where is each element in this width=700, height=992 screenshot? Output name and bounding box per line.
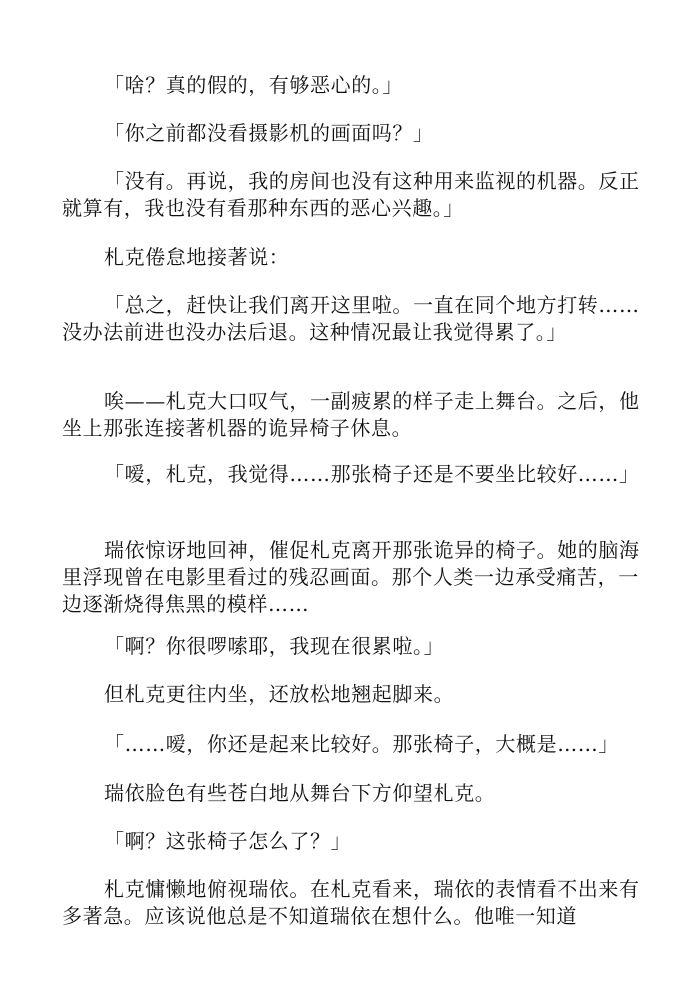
paragraph-9: 「啊？你很啰嗦耶，我现在很累啦。」 — [104, 634, 445, 658]
paragraph-6: 唉——札克大口叹气，一副疲累的样子走上舞台。之后，他坐上那张连接著机器的诡异椅子休息。 — [62, 389, 640, 440]
paragraph-2: 「你之前都没看摄影机的画面吗？」 — [104, 121, 434, 145]
paragraph-11: 「……嗳，你还是起来比较好。那张椅子，大概是……」 — [104, 732, 619, 756]
paragraph-7: 「嗳，札克，我觉得……那张椅子还是不要坐比较好……」 — [104, 462, 640, 486]
paragraph-5: 「总之，赶快让我们离开这里啦。一直在同个地方打转……没办法前进也没办法后退。这种情况最让我觉得累了。」 — [62, 293, 640, 344]
paragraph-14: 札克慵懒地俯视瑞依。在札克看来，瑞依的表情看不出来有多著急。应该说他总是不知道瑞依在想什么。他唯一知道 — [62, 877, 640, 928]
paragraph-12: 瑞依脸色有些苍白地从舞台下方仰望札克。 — [104, 781, 496, 805]
paragraph-13: 「啊？这张椅子怎么了？」 — [104, 829, 352, 853]
paragraph-1: 「啥？真的假的，有够恶心的。」 — [104, 73, 403, 97]
paragraph-3: 「没有。再说，我的房间也没有这种用来监视的机器。反正就算有，我也没有看那种东西的恶心兴趣。」 — [62, 169, 640, 220]
paragraph-4: 札克倦怠地接著说： — [104, 245, 290, 269]
paragraph-10: 但札克更往内坐，还放松地翘起脚来。 — [104, 682, 455, 706]
paragraph-8: 瑞依惊讶地回神，催促札克离开那张诡异的椅子。她的脑海里浮现曾在电影里看过的残忍画面。那个人类一边承受痛苦，一边逐渐烧得焦黑的模样…… — [62, 538, 640, 616]
